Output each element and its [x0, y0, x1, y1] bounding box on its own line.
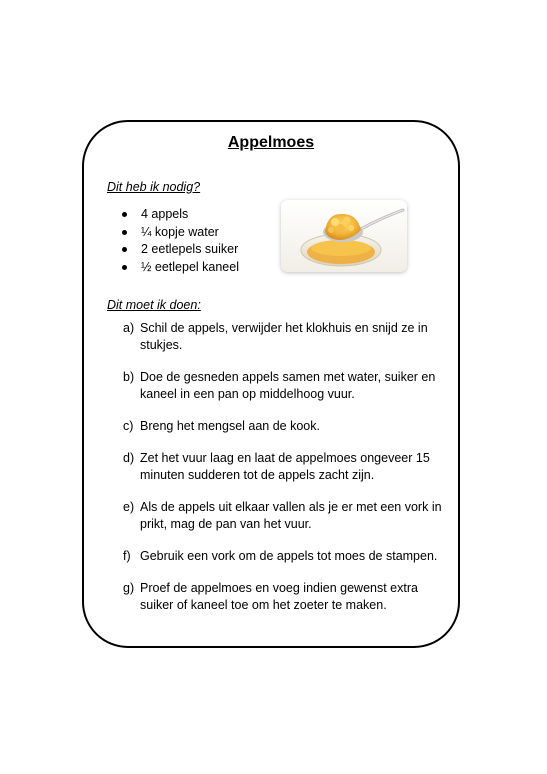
- step-text: Proef de appelmoes en voeg indien gewenst extra suiker of kaneel toe om het zoeter te maken.: [140, 581, 418, 612]
- step-text: Zet het vuur laag en laat de appelmoes ongeveer 15 minuten sudderen tot de appels zacht zijn.: [140, 451, 430, 482]
- ingredient-item: ¼ kopje water: [107, 224, 239, 242]
- step-marker: g): [123, 581, 135, 595]
- steps-list: [107, 320, 447, 614]
- step-marker: d): [123, 451, 135, 465]
- applesauce-image: [281, 200, 407, 272]
- ingredient-item: 4 appels: [107, 206, 239, 224]
- step-marker: e): [123, 500, 135, 514]
- bullet-icon: [122, 212, 127, 217]
- step-item: [107, 548, 447, 565]
- recipe-title: Appelmoes: [227, 134, 315, 151]
- ingredient-item: ½ eetlepel kaneel: [107, 259, 239, 277]
- applesauce-photo: [281, 200, 407, 272]
- step-marker: f): [123, 549, 131, 563]
- steps-heading: Dit moet ik doen:: [107, 298, 201, 312]
- step-item: [107, 418, 447, 435]
- step-item: [107, 580, 447, 614]
- step-text: Gebruik een vork om de appels tot moes de stampen.: [140, 549, 438, 563]
- bullet-icon: [122, 265, 127, 270]
- ingredient-item: 2 eetlepels suiker: [107, 241, 239, 259]
- step-item: [107, 499, 447, 533]
- step-text: Schil de appels, verwijder het klokhuis en snijd ze in stukjes.: [140, 321, 428, 352]
- step-text: Doe de gesneden appels samen met water, suiker en kaneel in een pan op middelhoog vuur.: [140, 370, 436, 401]
- recipe-card: [82, 120, 460, 648]
- step-item: [107, 450, 447, 484]
- ingredients-list: [107, 206, 239, 276]
- step-marker: b): [123, 370, 135, 384]
- bullet-icon: [122, 247, 127, 252]
- step-marker: c): [123, 419, 134, 433]
- step-text: Breng het mengsel aan de kook.: [140, 419, 320, 433]
- bullet-icon: [122, 230, 127, 235]
- step-item: [107, 320, 447, 354]
- ingredients-heading: Dit heb ik nodig?: [107, 180, 201, 194]
- step-marker: a): [123, 321, 135, 335]
- step-item: [107, 369, 447, 403]
- step-text: Als de appels uit elkaar vallen als je er met een vork in prikt, mag de pan van het vuur.: [140, 500, 442, 531]
